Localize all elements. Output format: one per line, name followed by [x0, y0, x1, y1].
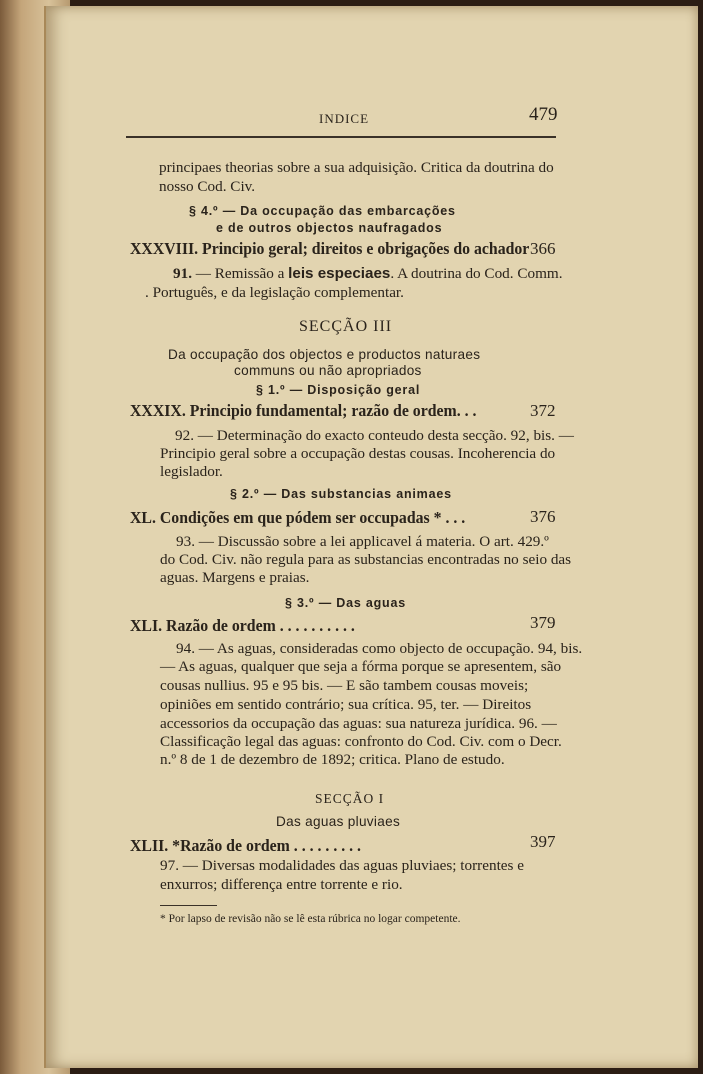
text-line: legislador.: [160, 463, 223, 480]
text-line: — As aguas, qualquer que seja a fórma porque se apresentem, são: [160, 658, 562, 675]
text-line: cousas nullius. 95 e 95 bis. — E são tambem cousas moveis;: [160, 677, 529, 694]
chapter-heading: XL. Condições em que pódem ser occupadas * . . .: [130, 508, 466, 527]
footnote: * Por lapso de revisão não se lê esta rúbrica no logar competente.: [160, 913, 461, 925]
section-title: SECÇÃO III: [299, 318, 393, 335]
chapter-heading: XXXVIII. Principio geral; direitos e obrigações do achador: [130, 239, 530, 258]
text-line: . Português, e da legislação complementar.: [145, 284, 404, 301]
text-line: nosso Cod. Civ.: [159, 178, 256, 195]
text-line: n.º 8 de 1 de dezembro de 1892; critica. Plano de estudo.: [160, 751, 505, 768]
subsection-heading: § 2.º — Das substancias animaes: [230, 487, 452, 501]
subsection-heading: e de outros objectos naufragados: [216, 221, 443, 235]
text-line: 93. — Discussão sobre a lei applicavel á materia. O art. 429.º: [176, 533, 549, 550]
page-ref: 372: [530, 401, 556, 420]
subsection-heading: § 1.º — Disposição geral: [256, 383, 421, 397]
running-header: INDICE: [319, 111, 370, 126]
section-subtitle: Das aguas pluviaes: [276, 814, 401, 829]
page-ref: 376: [530, 507, 556, 526]
subsection-heading: § 4.º — Da occupação das embarcações: [189, 204, 456, 218]
subsection-heading: § 3.º — Das aguas: [285, 596, 406, 610]
page-ref: 397: [530, 832, 556, 851]
text-line: enxurros; differença entre torrente e rio.: [160, 876, 403, 893]
text-line: [173, 265, 563, 283]
text-line: 97. — Diversas modalidades das aguas pluviaes; torrentes e: [160, 857, 524, 874]
text-line: 94. — As aguas, consideradas como objecto de occupação. 94, bis.: [176, 640, 583, 657]
paragraph-number: 91.: [173, 265, 192, 282]
text-line: accessorios da occupação das aguas: sua natureza jurídica. 96. —: [160, 715, 557, 732]
text-line: Classificação legal das aguas: confronto do Cod. Civ. com o Decr.: [160, 733, 562, 750]
chapter-heading: XLII. *Razão de ordem . . . . . . . . .: [130, 836, 362, 855]
page-number: 479: [529, 104, 558, 125]
chapter-heading: XLI. Razão de ordem . . . . . . . . . .: [130, 616, 355, 635]
text-line: do Cod. Civ. não regula para as substancias encontradas no seio das: [160, 551, 572, 568]
page-ref: 379: [530, 613, 556, 632]
bold-term: leis especiaes: [288, 265, 391, 282]
text-line: opiniões em sentido contrário; sua crítica. 95, ter. — Direitos: [160, 696, 532, 713]
text-line: principaes theorias sobre a sua adquisição. Critica da doutrina do: [159, 159, 554, 176]
text-line: Principio geral sobre a occupação destas cousas. Incoherencia do: [160, 445, 556, 462]
chapter-heading: XXXIX. Principio fundamental; razão de ordem. . .: [130, 401, 477, 420]
text-span: — Remissão a: [191, 265, 289, 282]
header-rule: [126, 136, 556, 138]
text-line: aguas. Margens e praias.: [160, 569, 310, 586]
section-title: SECÇÃO I: [315, 791, 385, 806]
text-line: 92. — Determinação do exacto conteudo desta secção. 92, bis. —: [175, 427, 574, 444]
text-span: . A doutrina do Cod. Comm.: [390, 265, 563, 282]
section-subtitle: communs ou não apropriados: [234, 363, 422, 378]
page-ref: 366: [530, 239, 556, 258]
footnote-rule: [160, 905, 217, 906]
section-subtitle: Da occupação dos objectos e productos naturaes: [168, 347, 481, 362]
